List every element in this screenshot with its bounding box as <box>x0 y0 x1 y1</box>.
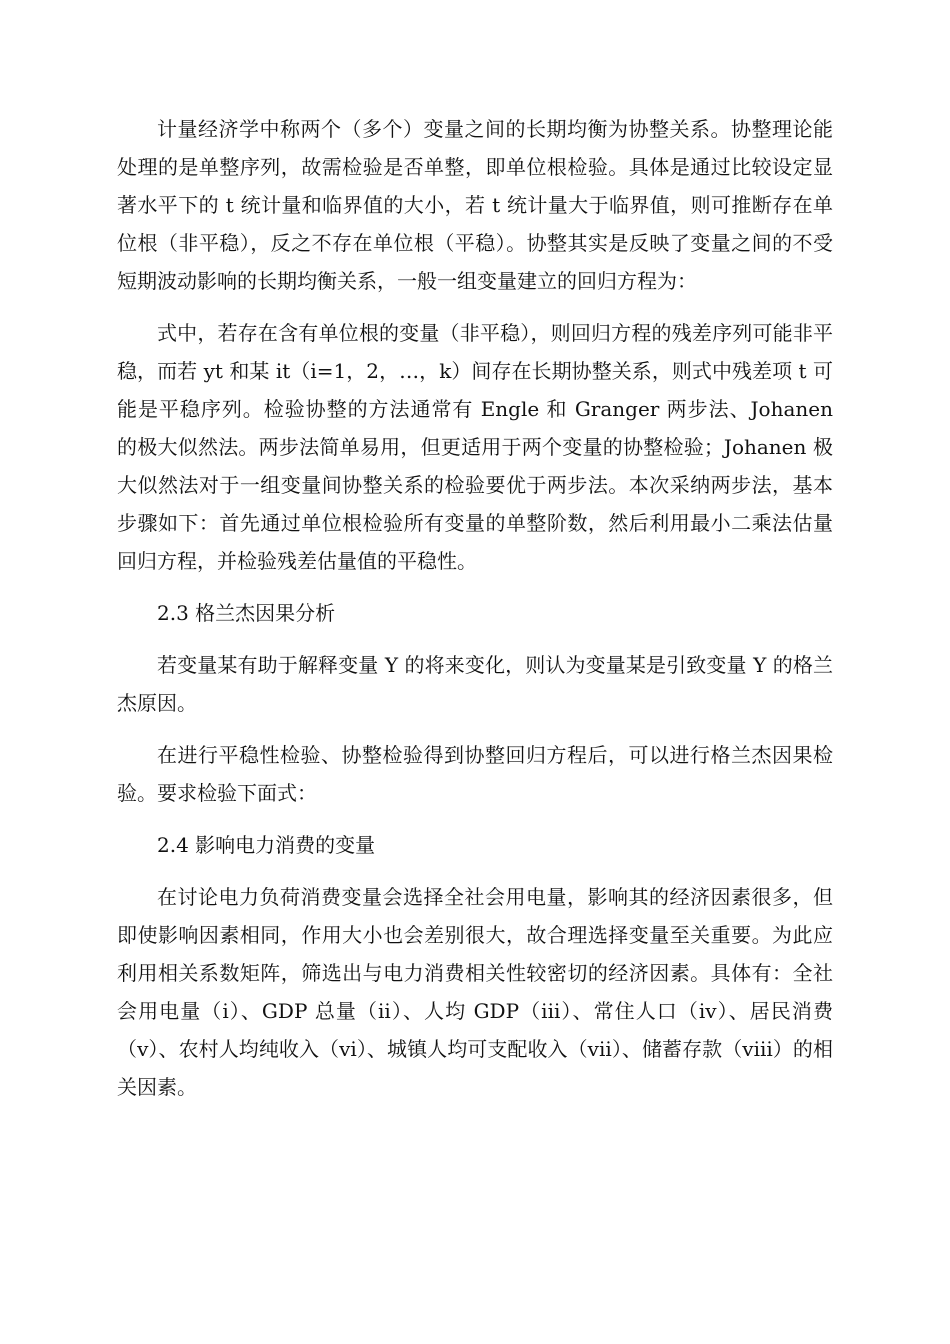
paragraph-variables: 在讨论电力负荷消费变量会选择全社会用电量，影响其的经济因素很多，但即使影响因素相同，作用大小也会差别很大，故合理选择变量至关重要。为此应利用相关系数矩阵，筛选出与电力消费相关性较密切的经济因素。具体有：全社会用电量（i）、GDP 总量（ii）、人均 GDP（iii）、常住人口（iv）、居民消费（v）、农村人均纯收入（vi）、城镇人均可支配收入（vii）、储蓄存款（viii）的相关因素。 <box>117 885 833 1099</box>
document-body <box>117 110 833 1120</box>
paragraph-granger-definition: 若变量某有助于解释变量 Y 的将来变化，则认为变量某是引致变量 Y 的格兰杰原因。 <box>117 653 833 715</box>
section-heading-variables: 2.4 影响电力消费的变量 <box>157 833 376 857</box>
paragraph-cointegration-intro: 计量经济学中称两个（多个）变量之间的长期均衡为协整关系。协整理论能处理的是单整序列，故需检验是否单整，即单位根检验。具体是通过比较设定显著水平下的 t 统计量和临界值的大小，若 t 统计量大于临界值，则可推断存在单位根（非平稳），反之不存在单位根（平稳）。协整其实是反映了变量之间的不受短期波动影响的长期均衡关系，一般一组变量建立的回归方程为： <box>117 117 833 293</box>
paragraph-granger-test: 在进行平稳性检验、协整检验得到协整回归方程后，可以进行格兰杰因果检验。要求检验下面式： <box>117 743 833 805</box>
paragraph-cointegration-method: 式中，若存在含有单位根的变量（非平稳），则回归方程的残差序列可能非平稳，而若 yt 和某 it（i=1，2，…，k）间存在长期协整关系，则式中残差项 t 可能是平稳序列。检验协整的方法通常有 Engle 和 Granger 两步法、Johanen 的极大似然法。两步法简单易用，但更适用于两个变量的协整检验；Johanen 极大似然法对于一组变量间协整关系的检验要优于两步法。本次采纳两步法，基本步骤如下：首先通过单位根检验所有变量的单整阶数，然后利用最小二乘法估量回归方程，并检验残差估量值的平稳性。 <box>117 321 833 573</box>
section-heading-granger: 2.3 格兰杰因果分析 <box>157 601 336 625</box>
